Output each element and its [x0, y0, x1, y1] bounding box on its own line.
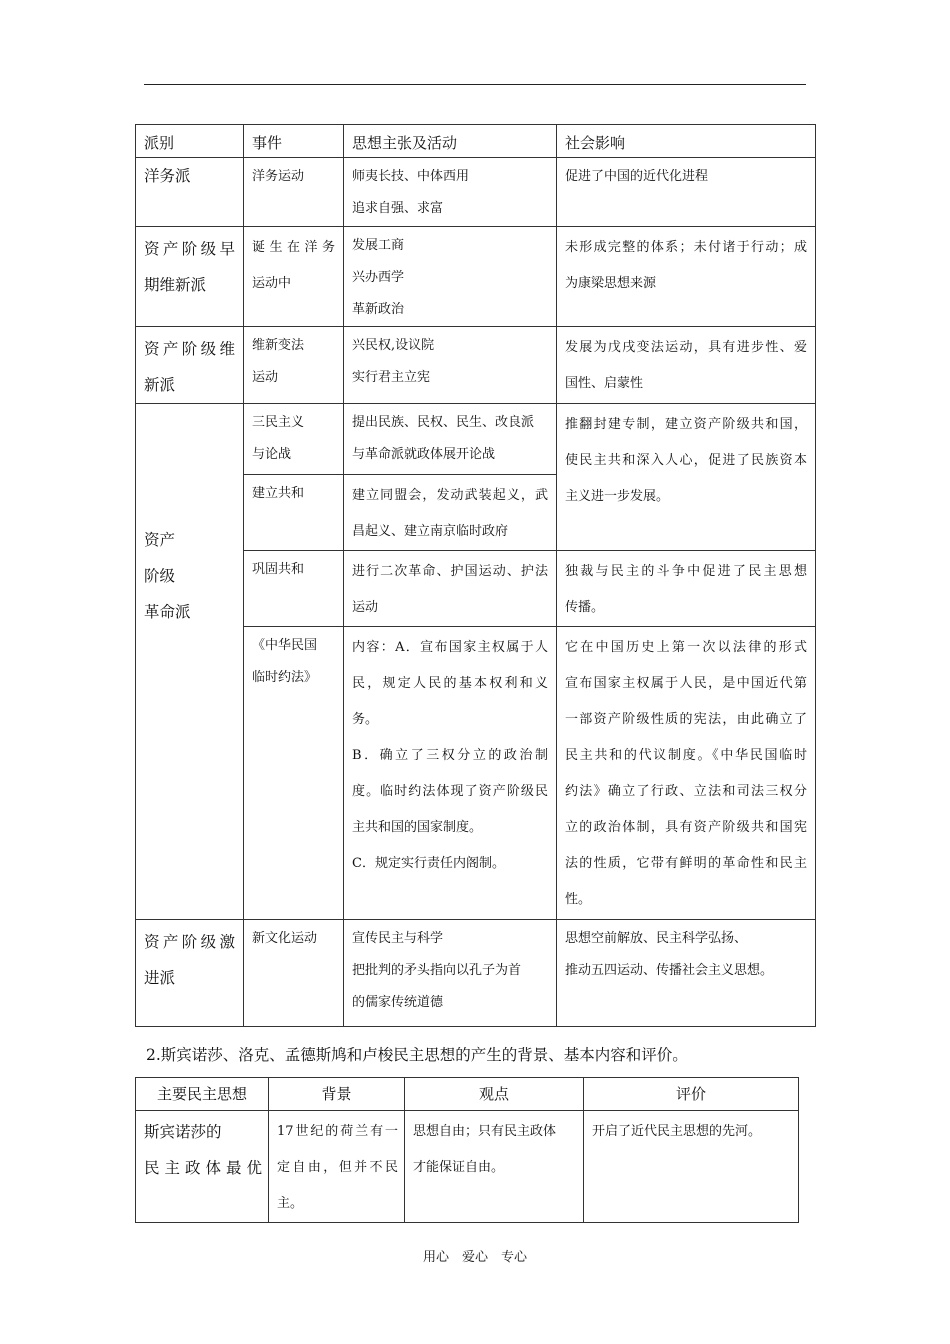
faction-name: 资产	[144, 530, 176, 549]
idea-line: 实行君主立宪	[352, 370, 431, 385]
impact-line: 主义进一步发展。	[565, 489, 670, 504]
header-impact: 社会影响	[565, 134, 626, 152]
event-name: 运动中	[252, 276, 292, 291]
impact-line: 推翻封建专制，建立资产阶级共和国，	[565, 417, 807, 432]
idea-line: 务。	[352, 712, 379, 727]
idea-line: 进行二次革命、护国运动、护法	[352, 564, 548, 579]
idea-line: 运动	[352, 600, 379, 615]
view-line: 思想自由；只有民主政体	[413, 1124, 557, 1139]
idea-line: B．确立了三权分立的政治制	[352, 748, 548, 763]
idea-line: 革新政治	[352, 302, 405, 317]
idea-line: 师夷长技、中体西用	[352, 169, 470, 184]
background-line: 定自由，但并不民	[277, 1160, 398, 1175]
table-row	[136, 327, 816, 404]
impact-line: 促进了中国的近代化进程	[565, 169, 709, 184]
impact-line: 法的性质，它带有鲜明的革命性和民主	[565, 856, 807, 871]
event-name: 《中华民国	[252, 638, 318, 653]
impact-line: 传播。	[565, 600, 605, 615]
impact-line: 推动五四运动、传播社会主义思想。	[565, 963, 774, 978]
faction-name: 资产阶级激	[144, 933, 235, 951]
idea-line: 建立同盟会，发动武装起义，武	[352, 488, 548, 503]
faction-name: 革命派	[144, 602, 191, 621]
idea-line: 把批判的矛头指向以孔子为首	[352, 963, 522, 978]
table-row	[136, 920, 816, 1027]
idea-line: 兴办西学	[352, 270, 405, 285]
header-rule	[144, 84, 806, 85]
background-line: 主。	[277, 1196, 304, 1211]
idea-line: C．规定实行责任内阁制。	[352, 856, 505, 871]
event-name: 维新变法	[252, 338, 305, 353]
impact-line: 它在中国历史上第一次以法律的形式	[565, 640, 807, 655]
event-name: 运动	[252, 370, 279, 385]
idea-line: 发展工商	[352, 238, 405, 253]
impact-line: 独裁与民主的斗争中促进了民主思想	[565, 564, 807, 579]
idea-line: 主共和国的国家制度。	[352, 820, 483, 835]
impact-line: 为康梁思想来源	[565, 276, 657, 291]
idea-line: 的儒家传统道德	[352, 995, 444, 1010]
event-name: 新文化运动	[252, 931, 318, 946]
idea-line: 民，规定人民的基本权利和义	[352, 676, 548, 691]
faction-name: 新派	[144, 376, 176, 394]
idea-line: 追求自强、求富	[352, 201, 444, 216]
impact-line: 立的政治体制，具有资产阶级共和国宪	[565, 820, 807, 835]
event-name: 临时约法》	[252, 670, 318, 685]
idea-line: 度。临时约法体现了资产阶级民	[352, 784, 548, 799]
democratic-thought-table	[135, 1077, 799, 1223]
header-main-thought: 主要民主思想	[156, 1085, 247, 1103]
header-evaluation: 评价	[675, 1085, 706, 1103]
background-line: 17世纪的荷兰有一	[277, 1124, 398, 1139]
page-footer: 用心 爱心 专心	[422, 1250, 527, 1265]
header-faction: 派别	[144, 134, 175, 152]
impact-line: 未形成完整的体系；未付诸于行动；成	[565, 240, 807, 255]
impact-line: 约法》确立了行政、立法和司法三权分	[565, 784, 807, 799]
faction-name: 资产阶级维	[144, 340, 235, 358]
event-name: 洋务运动	[252, 169, 305, 184]
table-header-row	[136, 1078, 799, 1111]
table-row	[136, 404, 816, 475]
event-name: 建立共和	[252, 486, 305, 501]
faction-name: 期维新派	[144, 276, 207, 294]
impact-line: 国性、启蒙性	[565, 376, 644, 391]
impact-line: 思想空前解放、民主科学弘扬、	[565, 931, 748, 946]
idea-line: 宣传民主与科学	[352, 931, 444, 946]
section-2-title: 2.斯宾诺莎、洛克、孟德斯鸠和卢梭民主思想的产生的背景、基本内容和评价。	[146, 1046, 688, 1064]
faction-name: 进派	[144, 969, 176, 987]
idea-line: 兴民权,设议院	[352, 338, 435, 353]
impact-line: 一部资产阶级性质的宪法，由此确立了	[565, 712, 807, 727]
table-row	[136, 158, 816, 227]
idea-line: 提出民族、民权、民生、改良派	[352, 415, 535, 430]
header-event: 事件	[252, 134, 283, 152]
header-background: 背景	[321, 1085, 352, 1103]
factions-table	[135, 124, 816, 1027]
impact-line: 发展为戊戌变法运动，具有进步性、爱	[565, 340, 807, 355]
table-row	[136, 1111, 799, 1223]
idea-line: 昌起义、建立南京临时政府	[352, 524, 509, 539]
faction-name: 洋务派	[144, 167, 191, 185]
thought-name: 斯宾诺莎的	[144, 1123, 222, 1141]
evaluation-line: 开启了近代民主思想的先河。	[592, 1124, 762, 1139]
event-name: 巩固共和	[252, 562, 305, 577]
impact-line: 民主共和的代议制度。《中华民国临时	[565, 748, 807, 763]
faction-name: 阶级	[144, 566, 176, 585]
header-ideas: 思想主张及活动	[352, 134, 458, 152]
faction-name: 资产阶级早	[144, 240, 235, 258]
thought-name: 民主政体最优	[144, 1159, 262, 1177]
event-name: 三民主义	[252, 415, 305, 430]
idea-line: 内容：A．宣布国家主权属于人	[352, 640, 548, 655]
table-header-row	[136, 125, 816, 158]
event-name: 诞生在洋务	[252, 240, 335, 255]
impact-line: 宣布国家主权属于人民，是中国近代第	[565, 676, 807, 691]
table-row	[136, 227, 816, 327]
idea-line: 与革命派就政体展开论战	[352, 447, 496, 462]
impact-line: 性。	[565, 892, 592, 907]
header-view: 观点	[478, 1085, 509, 1103]
impact-line: 使民主共和深入人心，促进了民族资本	[565, 453, 807, 468]
event-name: 与论战	[252, 447, 292, 462]
view-line: 才能保证自由。	[413, 1160, 505, 1175]
